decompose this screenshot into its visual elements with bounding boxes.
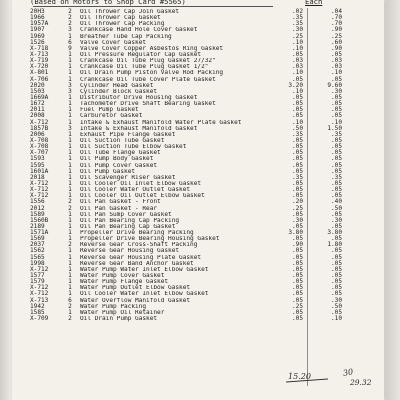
part-number: X-712 xyxy=(30,186,49,194)
part-description: Intake & Exhaust Manifold Gasket xyxy=(80,125,198,132)
extended-price: .05 xyxy=(330,259,342,267)
quantity: 1 xyxy=(68,161,72,169)
unit-price: .05 xyxy=(291,265,303,273)
quantity: 2 xyxy=(68,198,72,206)
unit-price: .35 xyxy=(291,14,303,22)
part-description: Valve Cover Gasket xyxy=(80,39,147,46)
unit-price: .35 xyxy=(291,130,303,138)
extended-price: .05 xyxy=(330,167,342,175)
unit-price: .03 xyxy=(291,63,303,71)
extended-price: .05 xyxy=(330,253,342,261)
part-number: X-712 xyxy=(30,118,49,126)
unit-price: .05 xyxy=(291,100,303,108)
part-number: 1569 xyxy=(30,235,45,243)
part-description: Oil Pan Sump Cover Gasket xyxy=(80,211,172,218)
part-description: Oil Tube Flange Gasket xyxy=(80,150,161,157)
unit-price: .35 xyxy=(291,173,303,181)
unit-price: .90 xyxy=(291,241,303,249)
extended-price: .50 xyxy=(330,302,342,310)
part-number: 1585 xyxy=(30,308,45,316)
quantity: 1 xyxy=(68,265,72,273)
quantity: 2 xyxy=(68,302,72,310)
part-number: 1669A xyxy=(30,93,49,101)
part-number: X-718 xyxy=(30,44,49,52)
part-description: Oil Suction Tube Gasket xyxy=(80,137,165,144)
quantity: 1 xyxy=(68,50,72,58)
unit-price: .05 xyxy=(291,210,303,218)
part-description: Oil Thrower Cap Packing xyxy=(80,21,165,28)
part-number: 2018 xyxy=(30,173,45,181)
part-number: 1503 xyxy=(30,87,45,95)
part-number: X-712 xyxy=(30,284,49,292)
list-item xyxy=(0,316,400,322)
part-number: 1560B xyxy=(30,216,49,224)
quantity: 1 xyxy=(68,57,72,65)
header-underline xyxy=(33,6,273,7)
extended-price: .05 xyxy=(330,106,342,114)
extended-price: .05 xyxy=(330,100,342,108)
unit-price: .05 xyxy=(291,272,303,280)
header-note: (Based on Motors to Shop Card #5565) xyxy=(30,0,186,6)
extended-price: .40 xyxy=(330,198,342,206)
quantity: 1 xyxy=(68,308,72,316)
part-number: X-708 xyxy=(30,143,49,151)
quantity: 1 xyxy=(68,93,72,101)
part-number: X-801 xyxy=(30,69,49,77)
part-description: Oil Cooler Water Inlet Elbow Gasket xyxy=(80,291,209,298)
part-number: 1589 xyxy=(30,210,45,218)
quantity: 1 xyxy=(68,247,72,255)
extended-price: .05 xyxy=(330,136,342,144)
extended-price: .30 xyxy=(330,296,342,304)
unit-price: .05 xyxy=(291,143,303,151)
part-description: Reverse Gear Housing Gasket xyxy=(80,248,180,255)
unit-price: .02 xyxy=(291,8,303,15)
part-description: Cylinder Head Gasket xyxy=(80,82,154,89)
extended-price: .50 xyxy=(330,204,342,212)
unit-price: .35 xyxy=(291,20,303,28)
quantity: 1 xyxy=(68,229,72,237)
part-number: 1526 xyxy=(30,38,45,46)
unit-price: .05 xyxy=(291,296,303,304)
unit-price: .05 xyxy=(291,112,303,120)
part-number: 1571A xyxy=(30,229,49,237)
unit-price: .05 xyxy=(291,75,303,83)
part-number: X-713 xyxy=(30,50,49,58)
part-description: Oil Pump Gasket xyxy=(80,168,136,175)
extended-price: .05 xyxy=(330,155,342,163)
part-number: 2189 xyxy=(30,222,45,230)
quantity: 1 xyxy=(68,112,72,120)
quantity: 1 xyxy=(68,143,72,151)
unit-price: .05 xyxy=(291,136,303,144)
unit-price: .30 xyxy=(291,216,303,224)
part-description: Water Pump Flange Gasket xyxy=(80,279,169,286)
unit-price: .05 xyxy=(291,167,303,175)
part-number: 1556 xyxy=(30,198,45,206)
extended-price: .35 xyxy=(330,130,342,138)
unit-price: .05 xyxy=(291,106,303,114)
unit-price: .05 xyxy=(291,315,303,323)
unit-price: .05 xyxy=(291,161,303,169)
unit-price: .05 xyxy=(291,179,303,187)
quantity: 1 xyxy=(68,173,72,181)
quantity: 1 xyxy=(68,63,72,71)
extended-price: .35 xyxy=(330,173,342,181)
part-description: Oil Drain Pump Gasket xyxy=(80,316,158,323)
extended-price: .05 xyxy=(330,272,342,280)
part-number: 1565 xyxy=(30,253,45,261)
extended-price: .90 xyxy=(330,44,342,52)
part-number: 1595 xyxy=(30,161,45,169)
quantity: 1 xyxy=(68,100,72,108)
part-description: Oil Pan Gasket - Rear xyxy=(80,205,158,212)
each-column-header: Each xyxy=(305,0,323,6)
part-description: Water Pump Packing xyxy=(80,303,147,310)
parts-list xyxy=(0,9,400,322)
extended-price: .04 xyxy=(330,8,342,15)
unit-price: .05 xyxy=(291,284,303,292)
part-description: Water Overflow Manifold Gasket xyxy=(80,297,191,304)
quantity: 3 xyxy=(68,87,72,95)
extended-price: .10 xyxy=(330,69,342,77)
part-description: Oil Scavenger Riser Gasket xyxy=(80,174,176,181)
extended-price: .05 xyxy=(330,290,342,298)
extended-price: .05 xyxy=(330,179,342,187)
part-description: Crankcase Oil Tube Plug Gasket 1/2" xyxy=(80,64,209,71)
quantity: 1 xyxy=(68,253,72,261)
part-description: Propeller Drive Bearing Housing Gasket xyxy=(80,236,220,243)
extended-price: .70 xyxy=(330,14,342,22)
quantity: 1 xyxy=(68,155,72,163)
unit-price: .10 xyxy=(291,69,303,77)
quantity: 1 xyxy=(68,32,72,40)
quantity: 6 xyxy=(68,38,72,46)
quantity: 1 xyxy=(68,210,72,218)
extended-price: .05 xyxy=(330,93,342,101)
unit-price: .05 xyxy=(291,222,303,230)
part-number: 2011 xyxy=(30,106,45,114)
quantity: 1 xyxy=(68,290,72,298)
unit-price: .05 xyxy=(291,247,303,255)
extended-price: .05 xyxy=(330,265,342,273)
unit-price: .25 xyxy=(291,204,303,212)
quantity: 1 xyxy=(68,136,72,144)
unit-price: .05 xyxy=(291,235,303,243)
part-number: 1857B xyxy=(30,124,49,132)
quantity: 1 xyxy=(68,235,72,243)
unit-price: .05 xyxy=(291,186,303,194)
extended-price: .30 xyxy=(330,87,342,95)
extended-price: .05 xyxy=(330,308,342,316)
part-number: X-713 xyxy=(30,296,49,304)
part-number: 1672 xyxy=(30,100,45,108)
part-number: 2012 xyxy=(30,204,45,212)
unit-price: .05 xyxy=(291,308,303,316)
extended-price: .05 xyxy=(330,192,342,200)
part-description: Fuel Pump Gasket xyxy=(80,107,139,114)
extended-price: .03 xyxy=(330,57,342,65)
part-number: X-706 xyxy=(30,75,49,83)
part-description: Exhaust Pipe Flange Gasket xyxy=(80,131,176,138)
quantity: 1 xyxy=(68,167,72,175)
extended-price: .05 xyxy=(330,75,342,83)
part-description: Oil Cooler Oil Inlet Elbow Gasket xyxy=(80,180,202,187)
part-description: Cylinder Block Gasket xyxy=(80,88,158,95)
unit-price: 3.80 xyxy=(288,229,303,237)
part-number: 1601A xyxy=(30,167,49,175)
part-number: 1562 xyxy=(30,247,45,255)
quantity: 1 xyxy=(68,130,72,138)
part-number: 1966 xyxy=(30,14,45,22)
unit-price: .20 xyxy=(291,198,303,206)
part-description: Water Pump Water Inlet Elbow Gasket xyxy=(80,266,209,273)
handwritten-subtotal: 15.20 xyxy=(288,372,311,381)
quantity: 1 xyxy=(68,69,72,77)
quantity: 1 xyxy=(68,118,72,126)
part-description: Water Pump Outlet Elbow Gasket xyxy=(80,285,191,292)
quantity: 3 xyxy=(68,26,72,34)
part-description: Oil Thrower Cap Join Gasket xyxy=(80,9,180,15)
part-number: 1577 xyxy=(30,272,45,280)
unit-price: 3.20 xyxy=(288,81,303,89)
unit-price: .25 xyxy=(291,302,303,310)
quantity: 2 xyxy=(68,8,72,15)
unit-price: .10 xyxy=(291,38,303,46)
quantity: 3 xyxy=(68,124,72,132)
part-description: Distributor Drive Housing Gasket xyxy=(80,94,198,101)
extended-price: .25 xyxy=(330,32,342,40)
quantity: 1 xyxy=(68,259,72,267)
part-number: X-719 xyxy=(30,57,49,65)
quantity: 2 xyxy=(68,14,72,22)
quantity: 1 xyxy=(68,106,72,114)
part-description: Oil Pan Gasket - Front xyxy=(80,199,161,206)
extended-price: .05 xyxy=(330,247,342,255)
unit-price: .10 xyxy=(291,118,303,126)
quantity: 2 xyxy=(68,204,72,212)
part-number: 1957A xyxy=(30,20,49,28)
extended-price: .05 xyxy=(330,186,342,194)
extended-price: .05 xyxy=(330,112,342,120)
unit-price: .10 xyxy=(291,87,303,95)
part-number: 1998 xyxy=(30,259,45,267)
quantity: 1 xyxy=(68,192,72,200)
extended-price: .05 xyxy=(330,149,342,157)
part-description: Oil Pan Bearing Cap Gasket xyxy=(80,223,176,230)
part-number: X-712 xyxy=(30,265,49,273)
list-header xyxy=(30,0,380,7)
part-description: Water Pump Oil Retainer xyxy=(80,309,165,316)
quantity: 3 xyxy=(68,81,72,89)
handwritten-note: 30 xyxy=(342,367,354,378)
part-description: Crankcase Oil Tube Cover Plate Gasket xyxy=(80,76,216,83)
unit-price: .05 xyxy=(291,93,303,101)
unit-price: .05 xyxy=(291,290,303,298)
part-number: X-720 xyxy=(30,63,49,71)
part-description: Breather Tube Cap Packing xyxy=(80,33,172,40)
unit-price: .05 xyxy=(291,155,303,163)
part-number: 1942 xyxy=(30,302,45,310)
quantity: 2 xyxy=(68,20,72,28)
unit-price: .05 xyxy=(291,192,303,200)
extended-price: .10 xyxy=(330,315,342,323)
quantity: 1 xyxy=(68,186,72,194)
part-number: 1579 xyxy=(30,278,45,286)
extended-price: .90 xyxy=(330,26,342,34)
unit-price: .05 xyxy=(291,253,303,261)
part-description: Oil Pump Body Gasket xyxy=(80,156,154,163)
part-number: 2020 xyxy=(30,81,45,89)
extended-price: .05 xyxy=(330,161,342,169)
part-number: X-712 xyxy=(30,290,49,298)
part-description: Tachometer Drive Shaft Bearing Gasket xyxy=(80,101,216,108)
part-description: Reverse Gear Housing Plate Gasket xyxy=(80,254,202,261)
extended-price: .03 xyxy=(330,63,342,71)
part-description: Valve Cover Copper Asbestos Ring Gasket xyxy=(80,45,224,52)
part-number: X-709 xyxy=(30,315,49,323)
part-description: Oil Drain Pump Piston Valve Rod Packing xyxy=(80,70,224,77)
quantity: 1 xyxy=(68,222,72,230)
unit-price: .30 xyxy=(291,26,303,34)
extended-price: .70 xyxy=(330,20,342,28)
part-number: 2008 xyxy=(30,112,45,120)
extended-price: .05 xyxy=(330,143,342,151)
extended-price: .05 xyxy=(330,210,342,218)
extended-price: 1.50 xyxy=(327,124,342,132)
extended-price: .30 xyxy=(330,216,342,224)
part-description: Crankcase Hand Hole Cover Gasket xyxy=(80,27,198,34)
part-number: 20H3 xyxy=(30,8,45,15)
quantity: 1 xyxy=(68,284,72,292)
part-number: X-708 xyxy=(30,136,49,144)
part-number: X-707 xyxy=(30,149,49,157)
part-description: Intake & Exhaust Manifold Water Plate Gasket xyxy=(80,119,242,126)
quantity: 2 xyxy=(68,241,72,249)
quantity: 1 xyxy=(68,179,72,187)
quantity: 1 xyxy=(68,75,72,83)
quantity: 9 xyxy=(68,44,72,52)
part-description: Reverse Gear Cross-Shaft Packing xyxy=(80,242,198,249)
extended-price: .10 xyxy=(330,118,342,126)
extended-price: .05 xyxy=(330,284,342,292)
part-description: Oil Thrower Cap Gasket xyxy=(80,15,161,22)
part-number: 2037 xyxy=(30,241,45,249)
part-description: Oil Pan Bearing Cap Packing xyxy=(80,217,180,224)
part-number: 1969 xyxy=(30,32,45,40)
unit-price: .05 xyxy=(291,259,303,267)
part-number: 2006 xyxy=(30,130,45,138)
unit-price: .03 xyxy=(291,57,303,65)
part-description: Carburetor Gasket xyxy=(80,113,143,120)
quantity: 1 xyxy=(68,216,72,224)
quantity: 6 xyxy=(68,296,72,304)
extended-price: 3.80 xyxy=(327,229,342,237)
part-description: Oil Cooler Water Outlet Gasket xyxy=(80,187,191,194)
part-description: Oil Suction Tube Elbow Gasket xyxy=(80,144,187,151)
extended-price: 1.80 xyxy=(327,241,342,249)
part-description: Water Pump Cover Gasket xyxy=(80,273,165,280)
extended-price: .05 xyxy=(330,278,342,286)
extended-price: 9.60 xyxy=(327,81,342,89)
unit-price: .05 xyxy=(291,278,303,286)
quantity: 1 xyxy=(68,272,72,280)
extended-price: .60 xyxy=(330,38,342,46)
part-description: Oil Pump Cover Gasket xyxy=(80,162,158,169)
unit-price: .05 xyxy=(291,50,303,58)
part-description: Oil Cooler Oil Outlet Elbow Gasket xyxy=(80,193,205,200)
part-description: Oil Pressure Regulator Cap Gasket xyxy=(80,51,202,58)
part-number: 1907 xyxy=(30,26,45,34)
part-number: X-712 xyxy=(30,192,49,200)
quantity: 1 xyxy=(68,149,72,157)
quantity: 2 xyxy=(68,315,72,323)
grand-total: 29.32 xyxy=(350,378,372,387)
part-description: Propeller Drive Bearing Packing xyxy=(80,230,194,237)
part-number: X-712 xyxy=(30,179,49,187)
quantity: 1 xyxy=(68,278,72,286)
extended-price: .05 xyxy=(330,222,342,230)
extended-price: .05 xyxy=(330,50,342,58)
extended-price: .05 xyxy=(330,235,342,243)
unit-price: .10 xyxy=(291,44,303,52)
unit-price: .25 xyxy=(291,32,303,40)
unit-price: .05 xyxy=(291,149,303,157)
part-description: Crankcase Oil Tube Plug Gasket 27/32" xyxy=(80,58,216,65)
part-description: Reverse Gear Band Anchor Gasket xyxy=(80,260,194,267)
unit-price: .50 xyxy=(291,124,303,132)
part-number: 1593 xyxy=(30,155,45,163)
